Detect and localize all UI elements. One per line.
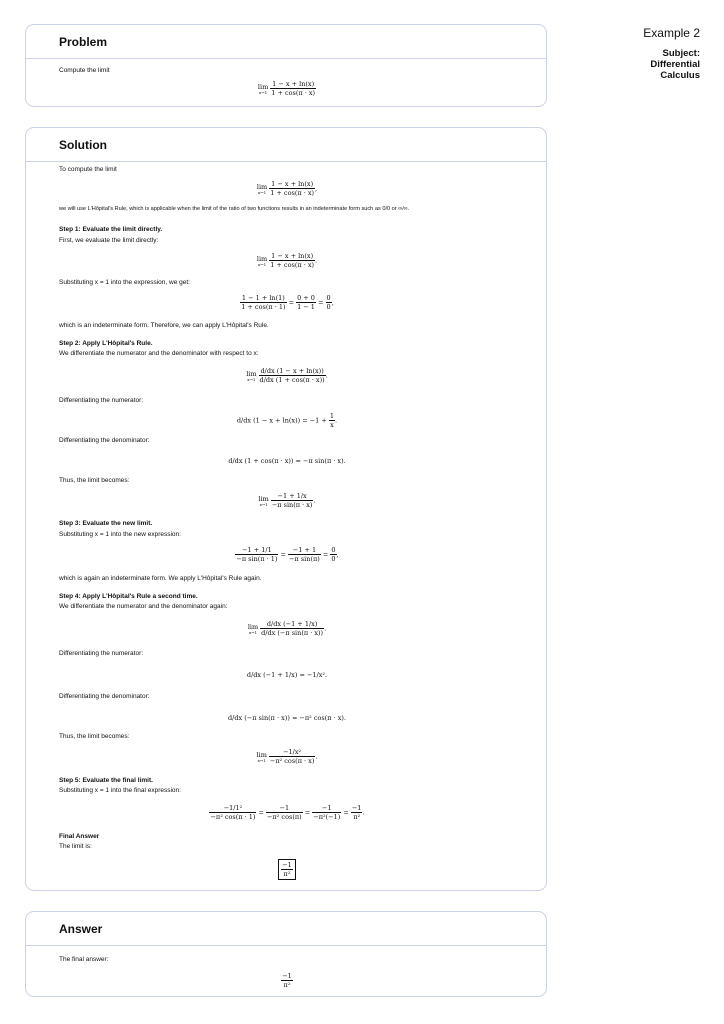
answer-card [25, 911, 547, 997]
problem-text: Compute the limit [59, 67, 110, 74]
diff-den-label2: Differentiating the denominator: [59, 693, 150, 700]
step2-limit-expr: lim x→1 $\frac{d/dx (1 - x + \ln(x))}{d/dx (1 + \cos(\pi \cdot x))}$ . [246, 367, 328, 384]
problem-title: Problem [59, 35, 108, 49]
solution-card [25, 127, 547, 891]
problem-card [25, 24, 547, 107]
diff-num-expr2: d/dx (−1 + 1/x) = −1/x². [246, 671, 328, 679]
diff-den-label: Differentiating the denominator: [59, 437, 150, 444]
answer-expr: $\frac{-1}{\text{π²}}$ [282, 972, 292, 989]
step3-title: Step 3: Evaluate the new limit. [59, 520, 153, 527]
answer-header [26, 912, 546, 946]
answer-text: The final answer: [59, 956, 109, 963]
limit2-expr: lim x→1 $\frac{\text{−1/x²}}{\text{−π² cos(π · x)}}$ . [256, 748, 318, 765]
limit-becomes1: Thus, the limit becomes: [59, 477, 130, 484]
step4-limit-expr: lim x→1 $\frac{d/dx (-1 + 1/x)}{\text{d/dx (−π sin(π · x))}}$ . [247, 620, 327, 637]
answer-title: Answer [59, 922, 103, 936]
step3-text: Substituting x = 1 into the new expression: [59, 531, 181, 538]
limit1-expr: lim x→1 $\frac{-1 + 1/x}{\text{−π sin(π · x)}}$ . [258, 492, 316, 509]
indet2-text: which is again an indeterminate form. We apply L'Hôpital's Rule again. [59, 575, 262, 582]
diff-num-label: Differentiating the numerator: [59, 397, 144, 404]
solution-title: Solution [59, 138, 107, 152]
step2-text: We differentiate the numerator and the denominator with respect to x: [59, 350, 259, 357]
step5-expr: $\frac{\text{−1/1²}}{\text{−π² cos(π · 1)}}$ = $\frac{-1}{\text{−π² cos(π)}}$ = $\frac{-1}{\text{−π²(−1)}}$ = $\frac{-1}{\text{π²}}$ . [210, 804, 365, 821]
problem-limit-expr: lim x→1 $\frac{1 - x + \ln(x)}{1 + \cos(\pi \cdot x)}$ [257, 80, 316, 97]
step4-text: We differentiate the numerator and the denominator again: [59, 603, 228, 610]
step1-text: First, we evaluate the limit directly: [59, 237, 159, 244]
step5-title: Step 5: Evaluate the final limit. [59, 777, 153, 784]
step1-limit-expr: lim x→1 $\frac{1 - x + \ln(x)}{1 + \cos(\pi \cdot x)}$ . [256, 252, 318, 269]
intro-limit-expr: lim x→1 $\frac{1 - x + \ln(x)}{1 + \cos(\pi \cdot x)}$ , [256, 180, 318, 197]
solution-intro: To compute the limit [59, 166, 117, 173]
example-label: Example 2 [643, 26, 700, 40]
diff-den-expr: d/dx (1 + cos(π · x)) = −π sin(π · x). [228, 457, 346, 465]
diff-den-expr2: d/dx (−π sin(π · x)) = −π² cos(π · x). [227, 714, 347, 722]
rule-text: we will use L'Hôpital's Rule, which is applicable when the limit of the ratio of two functions results in an indeterminate form such as 0/0 or ∞/∞. [59, 206, 410, 212]
final-answer-title: Final Answer [59, 833, 100, 840]
subject-label: Subject: Differential Calculus [650, 48, 700, 81]
step3-expr: $\frac{-1 + 1/1}{\text{−π sin(π · 1)}}$ = $\frac{-1 + 1}{\text{−π sin(π)}}$ = $\frac{0}{0}$ , [236, 546, 339, 563]
step4-title: Step 4: Apply L'Hôpital's Rule a second time. [59, 593, 198, 600]
step1-title: Step 1: Evaluate the limit directly. [59, 226, 163, 233]
limit-becomes2: Thus, the limit becomes: [59, 733, 130, 740]
final-boxed-expr: $\frac{-1}{\text{π²}}$ [26, 859, 548, 880]
step5-text: Substituting x = 1 into the final expression: [59, 787, 181, 794]
step2-title: Step 2: Apply L'Hôpital's Rule. [59, 340, 153, 347]
final-answer-text: The limit is: [59, 843, 92, 850]
subst1-text: Substituting x = 1 into the expression, we get: [59, 279, 190, 286]
subst1-expr: $\frac{1 - 1 + \ln(1)}{1 + \cos(\pi \cdot 1)}$ = $\frac{0 + 0}{1 - 1}$ = $\frac{0}{0}$ , [241, 294, 334, 311]
diff-num-expr: d/dx (1 − x + ln(x)) = −1 + $\frac{1}{x}$ . [236, 412, 338, 429]
diff-num-label2: Differentiating the numerator: [59, 650, 144, 657]
indet1-text: which is an indeterminate form. Therefore, we can apply L'Hôpital's Rule. [59, 322, 269, 329]
